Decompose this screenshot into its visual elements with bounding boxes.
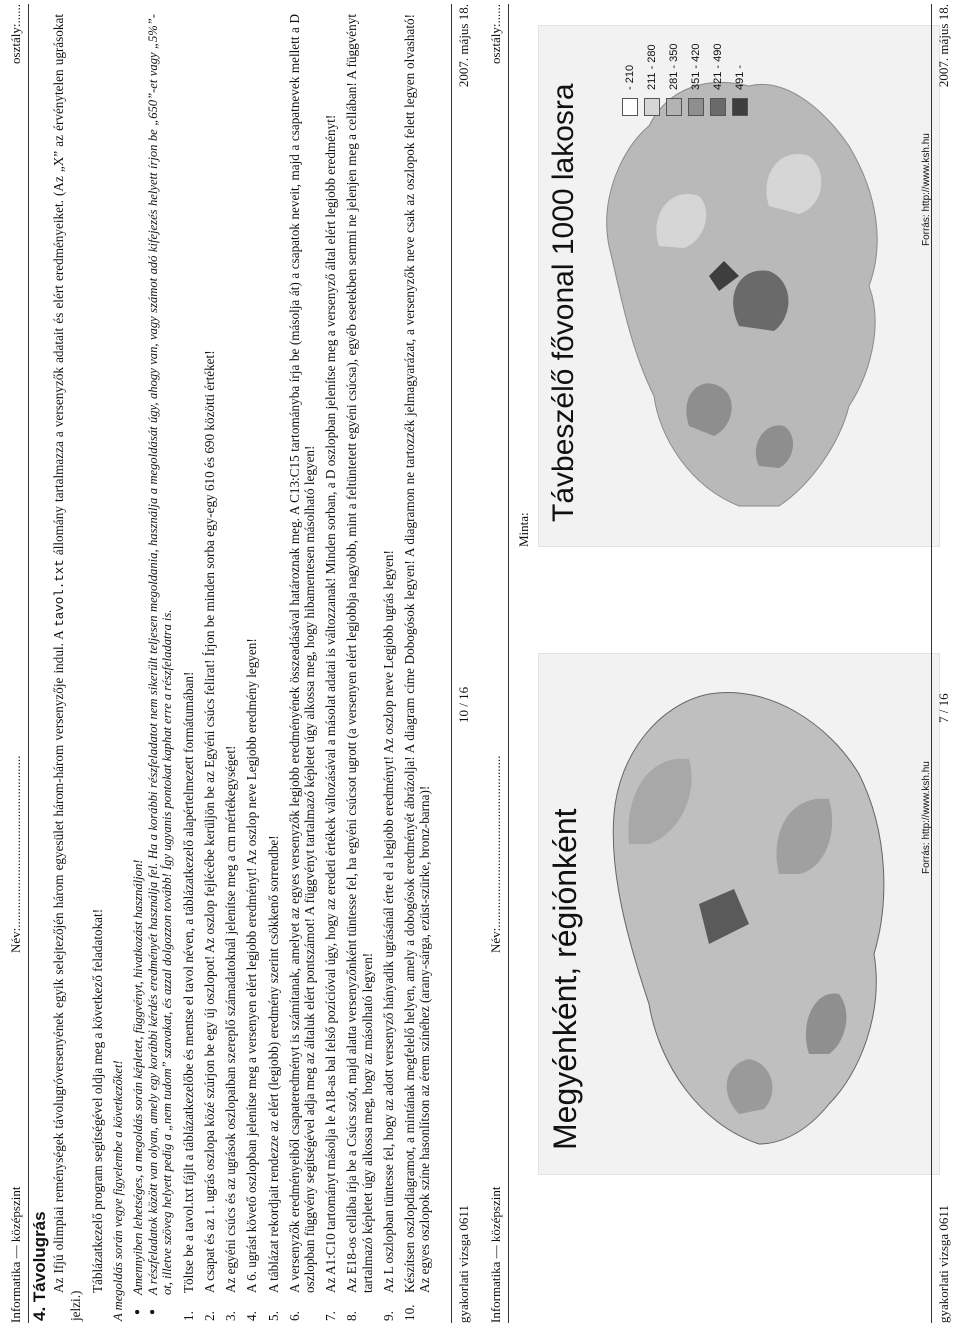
task-number: 8. (344, 1311, 360, 1321)
intro-paragraph: Az Ifjú olimpiai reménységek távolugróversenyének egyik selejtezőjén három egyesület három-három versenyzője indul. A tavol.txt állomány tartalmazza a versenyzők adatait és elért eredményeiket. (Az „X” az érvénytelen ugrásokat jelzi.) (51, 14, 84, 1321)
task-number: 5. (265, 1311, 281, 1321)
task-text: A táblázat rekordjait rendezze az elért (legjobb) eredmény szerint csökkenő sorrendbe! (265, 835, 281, 1293)
legend-item: 351 - 420 (685, 44, 707, 116)
task-item (244, 14, 259, 1321)
task-number: 7. (323, 1311, 339, 1321)
map-source: Forrás: http://www.ksh.hu (921, 133, 932, 246)
task-text: A 6. ugrást követő oszlopban jelenítse meg a versenyen elért legjobb eredményt! Az oszlop neve Legjobb eredmény legyen! (244, 638, 260, 1293)
page-title: 4. Távolugrás (30, 1211, 49, 1321)
footer-date: 2007. május 18. (456, 4, 471, 88)
task-text: Az E18-os cellába írja be a Csúcs szót, majd alatta versenyzőnként tüntesse fel, ha egyéni csúcsot ugrott (a versenyen elért legjobbja nagyobb, mint a feltüntetett egyéni csúcsa), egyéb esetekben semmi ne jelenjen meg a cellában! A függvényt tartalmazó képletet úgy alkossa meg, hogy az másolható legyen! (344, 14, 375, 1293)
task-item (323, 14, 338, 1321)
legend-swatch (666, 98, 682, 116)
legend-item: 211 - 280 (641, 44, 663, 116)
legend-item: 421 - 490 (707, 44, 729, 116)
task-text: Az L oszlopban tüntesse fel, hogy az adott versenyző hányadik ugrásánál érte el a legjobb eredményt! Az oszlop neve Legjobb ugrás legyen! (380, 550, 396, 1293)
task-item (381, 14, 396, 1321)
header-name-field: Név:..................................................... (488, 755, 503, 953)
task-item (402, 14, 432, 1321)
italic-lead: A megoldás során vegye figyelembe a következőket! (110, 1060, 125, 1321)
header-class-field: osztály:...... (8, 4, 23, 64)
legend-item: 281 - 350 (663, 44, 685, 116)
footer-exam: gyakorlati vizsga 0611 (936, 1205, 951, 1323)
footer-exam: gyakorlati vizsga 0611 (456, 1205, 471, 1323)
left-footer (451, 4, 474, 1323)
legend-swatch (732, 98, 748, 116)
header-subject: Informatika — középszint (8, 1186, 23, 1323)
task-item (266, 14, 281, 1321)
legend-swatch (644, 98, 660, 116)
map-title: Megyénként, régiónként (547, 808, 583, 1150)
task-item (223, 14, 238, 1321)
minta-label: Minta: (516, 512, 531, 547)
header-class-field: osztály:...... (488, 4, 503, 64)
map-title: Távbeszélő fővonal 1000 lakosra (547, 83, 580, 522)
right-header (486, 4, 509, 1323)
task-text: A csapat és az 1. ugrás oszlopa közé szúrjon be egy új oszlopot! Az oszlop fejlécébe kerüljön be az Egyéni csúcs felirat! Írjon be minden sorba egy-egy 610 és 690 közötti értéket! (202, 350, 218, 1293)
task-item (287, 14, 317, 1321)
task-text: Az egyéni csúcs és az ugrások oszlopaiban szereplő számadatoknál jelenítse meg a cm mértékegységet! (223, 745, 239, 1293)
header-subject: Informatika — középszint (488, 1186, 503, 1323)
task-item (344, 14, 374, 1321)
task-number: 3. (223, 1311, 239, 1321)
task-number: 2. (202, 1311, 218, 1321)
phone-lines-map (538, 25, 940, 547)
task-item (202, 14, 217, 1321)
left-content (32, 14, 446, 1321)
legend-swatch (710, 98, 726, 116)
footer-date: 2007. május 18. (936, 4, 951, 88)
task-text: Készítsen oszlopdiagramot, a mintának megfelelő helyen, amely a dobogósok eredményét ábrázolja! A diagram címe Dobogósok legyen! A diagramon ne tartozzék jelmagyarázat, a versenyzők neve csak az oszlopok felett legyen olvasható! Az egyes oszlopok színe hasonlítson az érem színéhez (arany-sárga, ezüst-szürke, bronz-barna)! (402, 14, 433, 1293)
legend-swatch (688, 98, 704, 116)
hint-item: ● Amennyiben lehetséges, a megoldás során képletet, függvényt, hivatkozást használjon! (131, 14, 146, 1295)
task-number: 4. (244, 1311, 260, 1321)
footer-page: 7 / 16 (936, 693, 951, 723)
task-text: Töltse be a tavol.txt fájlt a táblázatkezelőbe és mentse el tavol néven, a táblázatkezelő alapértelmezett formátumában! (180, 671, 196, 1293)
hint-item: ● A részfeladatok között van olyan, amely egy korábbi kérdés eredményét használja fel. Ha a korábbi részfeladatot nem sikerült teljesen megoldania, használja a megoldását úgy, ahogy van, vagy számot adó kifejezés helyett írjon be „650”-et vagy „5%”-ot, illetve szöveg helyett pedig a „nem tudom” szavakat, és azzal dolgozzon tovább! Így ugyanis pontokat kaphat erre a részfeladatra is. (146, 14, 175, 1295)
map-source: Forrás: http://www.ksh.hu (921, 761, 932, 874)
county-map (538, 653, 940, 1175)
task-number: 10. (402, 1304, 418, 1321)
left-header (6, 4, 29, 1323)
legend-swatch (622, 98, 638, 116)
map-legend (619, 44, 751, 116)
footer-page: 10 / 16 (456, 686, 471, 723)
task-text: Az A1:C10 tartományt másolja le A18-as bal felső pozícióval úgy, hogy az eredeti értékek változásával a másolat adatai is változzanak! Minden sorban, a D oszlopban jelenítse meg a versenyző által elért legjobb eredményt! (323, 114, 339, 1293)
right-page (480, 0, 960, 1327)
task-item (181, 14, 196, 1321)
right-footer (931, 4, 954, 1323)
legend-item: 491 - (729, 44, 751, 116)
task-number: 9. (380, 1311, 396, 1321)
task-text: A versenyzők eredményeiből csapateredményt is számítanak, amelyet az egyes versenyzők legjobb eredményének összeadásával határoznak meg. A C13:C15 tartományba írja be (másolja át) a csapatok neveit, majd a csapatnevek mellett a D oszlopban függvény segítségével adja meg az általuk elért pontszámot! A függvényt tartalmazó képletet úgy alkossa meg, hogy hibamentesen másolható legyen! (286, 14, 318, 1293)
task-list (181, 14, 433, 1321)
legend-item: - 210 (619, 44, 641, 116)
task-lead: Táblázatkezelő program segítségével oldja meg a következő feladatokat! (89, 908, 105, 1293)
county-map-graphic (539, 654, 939, 1174)
task-number: 1. (180, 1311, 196, 1321)
map-region (733, 270, 788, 331)
header-name-field: Név:..................................................... (8, 755, 23, 953)
hint-list (131, 14, 175, 1321)
task-number: 6. (286, 1311, 302, 1321)
